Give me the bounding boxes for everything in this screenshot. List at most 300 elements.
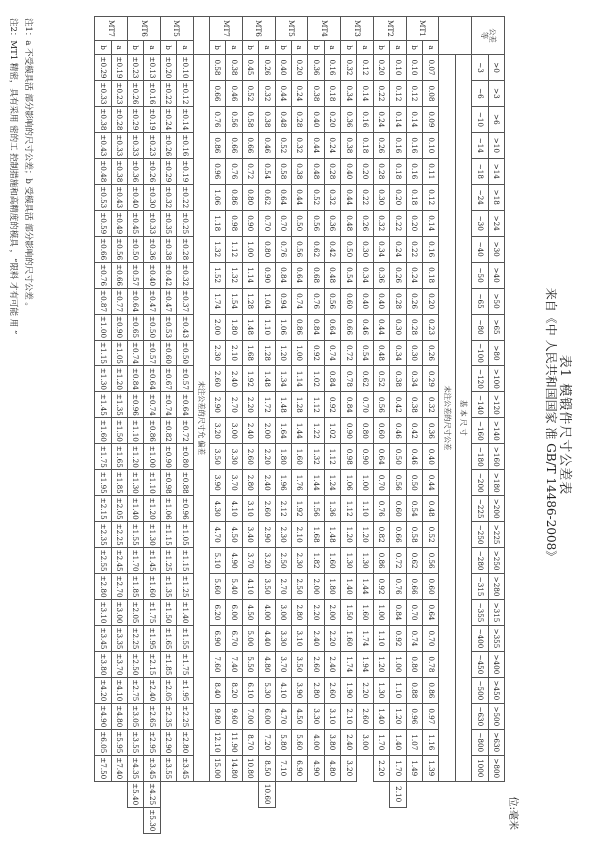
table-cell: 3.30 <box>226 444 242 470</box>
table-cell: 2.20 <box>357 677 373 703</box>
table-cell: ±4.10 <box>111 677 127 703</box>
table-cell: ±0.33 <box>128 132 144 158</box>
table-cell: 0.10 <box>423 132 439 158</box>
table-cell: 7.40 <box>226 651 242 677</box>
table-cell: 0.80 <box>242 184 258 210</box>
table-cell: 3.90 <box>291 677 307 703</box>
size-range-to: 1000 <box>472 755 488 781</box>
table-cell: 1.20 <box>275 340 291 366</box>
table-cell: 1.96 <box>275 470 291 496</box>
table-cell: 0.36 <box>341 106 357 132</box>
row-type: b <box>308 41 324 55</box>
table-cell: 1.60 <box>324 548 340 574</box>
size-range-from: >30 <box>488 236 504 262</box>
size-range-to: ~250 <box>472 522 488 548</box>
table-cell: 5.30 <box>259 677 275 703</box>
table-cell: ±0.47 <box>160 288 176 314</box>
table-row <box>226 17 242 834</box>
table-cell: 2.60 <box>324 677 340 703</box>
size-range-to: ~65 <box>472 288 488 314</box>
table-cell: 0.32 <box>324 184 340 210</box>
grade-label: MT6 <box>242 17 275 41</box>
table-cell: 0.48 <box>423 496 439 522</box>
table-cell: 0.98 <box>226 210 242 236</box>
table-cell: 2.20 <box>373 755 389 781</box>
table-cell: 1.00 <box>291 340 307 366</box>
row-type: b <box>406 41 422 55</box>
table-cell: 2.40 <box>324 651 340 677</box>
table-row <box>423 17 439 834</box>
table-cell: ±0.66 <box>95 236 111 262</box>
table-cell: 0.28 <box>373 158 389 184</box>
size-range-from: >80 <box>488 340 504 366</box>
table-cell: 0.54 <box>259 158 275 184</box>
table-cell: ±0.47 <box>144 288 160 314</box>
table-cell: 8.40 <box>209 677 225 703</box>
table-cell: 0.72 <box>242 158 258 184</box>
table-cell: 0.54 <box>341 262 357 288</box>
table-cell: 1.44 <box>357 574 373 600</box>
table-cell: ±0.23 <box>111 80 127 106</box>
table-cell: ±0.23 <box>144 132 160 158</box>
table-cell: 0.48 <box>308 158 324 184</box>
table-cell: 2.10 <box>291 522 307 548</box>
table-cell: 0.84 <box>324 366 340 392</box>
table-cell: 3.40 <box>242 522 258 548</box>
table-cell: 0.56 <box>390 470 406 496</box>
table-cell: 0.64 <box>291 262 307 288</box>
table-cell: 2.10 <box>341 703 357 729</box>
table-cell: ±1.30 <box>144 522 160 548</box>
table-cell: ±1.35 <box>111 392 127 418</box>
table-cell: 1.74 <box>209 288 225 314</box>
table-cell: ±4.35 <box>128 755 144 781</box>
table-cell: 3.70 <box>226 470 242 496</box>
table-cell: ±0.43 <box>177 314 193 340</box>
table-cell: 0.52 <box>242 80 258 106</box>
table-cell: ±0.37 <box>177 288 193 314</box>
table-cell: 0.36 <box>324 210 340 236</box>
table-cell: 5.80 <box>275 729 291 755</box>
table-cell: 2.70 <box>275 574 291 600</box>
table-cell: 0.90 <box>242 210 258 236</box>
table-cell: 2.20 <box>242 392 258 418</box>
table-cell: 0.32 <box>341 55 357 81</box>
table-cell: 0.23 <box>423 314 439 340</box>
table-cell: 1.10 <box>390 677 406 703</box>
table-cell: 0.28 <box>406 314 422 340</box>
table-cell: 0.96 <box>209 158 225 184</box>
table-cell: ±7.40 <box>111 755 127 781</box>
table-cell: ±2.05 <box>111 496 127 522</box>
table-cell: 1.20 <box>357 522 373 548</box>
table-cell: 0.96 <box>406 703 422 729</box>
table-cell: 0.74 <box>324 340 340 366</box>
table-cell: 4.50 <box>242 600 258 626</box>
table-cell: 1.70 <box>373 729 389 755</box>
table-cell: 0.18 <box>406 184 422 210</box>
table-cell: 1.74 <box>341 651 357 677</box>
table-cell: ±0.74 <box>160 392 176 418</box>
table-cell: 0.40 <box>275 55 291 81</box>
grade-label: MT4 <box>308 17 341 41</box>
size-range-from: >180 <box>488 470 504 496</box>
table-cell: 1.48 <box>275 392 291 418</box>
table-cell: 1.04 <box>259 288 275 314</box>
table-cell: 0.74 <box>291 288 307 314</box>
table-cell: 2.20 <box>324 625 340 651</box>
table-cell: ±1.60 <box>144 574 160 600</box>
table-cell: 0.34 <box>357 262 373 288</box>
table-cell: 2.90 <box>209 392 225 418</box>
row-type: b <box>160 41 176 55</box>
table-cell: 1.06 <box>209 184 225 210</box>
table-cell: 1.18 <box>209 210 225 236</box>
table-cell: 0.16 <box>357 106 373 132</box>
table-cell: 5.60 <box>209 574 225 600</box>
table-cell: 1.40 <box>390 729 406 755</box>
table-cell: 0.56 <box>226 106 242 132</box>
grade-label: MT5 <box>275 17 308 41</box>
table-cell: 0.62 <box>308 236 324 262</box>
table-cell: 0.68 <box>308 262 324 288</box>
table-cell: ±0.38 <box>111 158 127 184</box>
table-cell: 0.24 <box>390 236 406 262</box>
table-cell: 0.10 <box>390 55 406 81</box>
table-cell: 5.50 <box>242 651 258 677</box>
corner-header <box>472 17 505 55</box>
table-cell: ±1.50 <box>111 418 127 444</box>
table-cell: 0.22 <box>390 210 406 236</box>
table-row <box>406 17 422 834</box>
table-cell: 1.92 <box>291 496 307 522</box>
table-cell: ±3.45 <box>177 755 193 781</box>
row-type: a <box>324 41 340 55</box>
table-cell: 3.50 <box>259 574 275 600</box>
table-cell: 0.29 <box>423 366 439 392</box>
table-cell: 3.50 <box>291 651 307 677</box>
table-cell: 0.66 <box>226 132 242 158</box>
table-cell: 5.00 <box>242 625 258 651</box>
table-cell: 2.20 <box>259 444 275 470</box>
table-cell: ±0.82 <box>160 418 176 444</box>
table-cell: 1.12 <box>308 392 324 418</box>
table-cell: 0.66 <box>242 132 258 158</box>
table-cell: 0.82 <box>373 522 389 548</box>
table-cell: 6.90 <box>291 755 307 781</box>
table-cell: ±1.30 <box>128 470 144 496</box>
table-cell: ±1.35 <box>160 574 176 600</box>
table-cell: 4.00 <box>259 600 275 626</box>
table-cell: 2.80 <box>308 677 324 703</box>
table-cell: 1.64 <box>275 418 291 444</box>
table-cell: ±0.30 <box>144 184 160 210</box>
grade-label: MT1 <box>406 17 439 41</box>
table-cell: 0.16 <box>390 132 406 158</box>
table-cell: 0.44 <box>423 470 439 496</box>
table-cell: ±0.72 <box>177 418 193 444</box>
size-range-from: >120 <box>488 392 504 418</box>
table-cell: 2.12 <box>275 496 291 522</box>
table-cell: ±0.32 <box>177 262 193 288</box>
table-cell: 0.42 <box>390 392 406 418</box>
table-cell: ±0.26 <box>128 80 144 106</box>
grade-label: MT5 <box>160 17 193 41</box>
table-cell: 0.70 <box>275 210 291 236</box>
table-cell: ±0.42 <box>160 262 176 288</box>
table-cell: ±5.30 <box>144 807 160 833</box>
table-cell: ±0.38 <box>95 106 111 132</box>
table-cell: 0.42 <box>324 236 340 262</box>
table-cell: 0.76 <box>209 106 225 132</box>
size-range-to: ~50 <box>472 262 488 288</box>
table-cell: 2.00 <box>308 574 324 600</box>
size-range-from: >200 <box>488 496 504 522</box>
size-range-from: >3 <box>488 80 504 106</box>
table-cell: 0.66 <box>390 522 406 548</box>
table-cell: 1.10 <box>259 314 275 340</box>
table-cell: 0.86 <box>226 184 242 210</box>
table-cell: ±0.29 <box>160 158 176 184</box>
row-type: b <box>209 41 225 55</box>
table-cell: 0.32 <box>423 392 439 418</box>
table-cell: 1.48 <box>324 522 340 548</box>
table-cell: 0.34 <box>406 366 422 392</box>
table-cell: 4.10 <box>226 496 242 522</box>
unit-label: 位:毫米 <box>507 796 518 830</box>
table-cell: 0.26 <box>406 288 422 314</box>
table-cell: 0.52 <box>275 132 291 158</box>
table-cell: ±3.55 <box>160 755 176 781</box>
table-cell: ±0.10 <box>177 55 193 81</box>
table-cell: 1.20 <box>341 522 357 548</box>
table-cell: ±1.00 <box>95 314 111 340</box>
table-cell: 0.34 <box>373 236 389 262</box>
table-cell: 0.38 <box>341 132 357 158</box>
table-cell: 1.28 <box>259 340 275 366</box>
table-cell: 0.26 <box>373 132 389 158</box>
size-range-to: ~14 <box>472 132 488 158</box>
table-cell: ±0.66 <box>111 262 127 288</box>
table-cell: 0.70 <box>406 600 422 626</box>
table-cell: ±1.60 <box>95 418 111 444</box>
table-cell: ±0.16 <box>144 80 160 106</box>
table-title: 表1 模锻件尺寸公差表 <box>557 354 572 496</box>
size-range-from: >630 <box>488 729 504 755</box>
size-range-to: ~450 <box>472 651 488 677</box>
row-type: a <box>111 41 127 55</box>
table-cell: ±0.57 <box>144 340 160 366</box>
size-range-from: >0 <box>488 55 504 81</box>
table-cell: 0.62 <box>406 548 422 574</box>
table-cell: 0.92 <box>324 392 340 418</box>
table-cell: 0.80 <box>406 651 422 677</box>
table-cell: ±0.14 <box>177 106 193 132</box>
table-cell: 3.00 <box>275 600 291 626</box>
table-cell: 0.44 <box>291 184 307 210</box>
table-cell: 1.28 <box>242 288 258 314</box>
table-cell: 0.28 <box>390 288 406 314</box>
table-cell: 0.62 <box>357 366 373 392</box>
table-cell: 1.50 <box>341 600 357 626</box>
table-cell: 1.00 <box>373 600 389 626</box>
table-cell: 4.50 <box>291 703 307 729</box>
table-cell: ±2.05 <box>160 677 176 703</box>
table-cell: ±0.74 <box>144 392 160 418</box>
table-cell: ±0.29 <box>128 106 144 132</box>
table-cell: 0.46 <box>357 314 373 340</box>
table-cell: ±0.36 <box>144 236 160 262</box>
size-range-to: ~180 <box>472 444 488 470</box>
table-cell: ±2.45 <box>111 548 127 574</box>
table-cell: 1.12 <box>226 236 242 262</box>
table-cell: 0.90 <box>341 418 357 444</box>
table-cell: 1.24 <box>324 470 340 496</box>
table-cell: 1.14 <box>242 262 258 288</box>
table-cell: 2.10 <box>226 340 242 366</box>
table-cell: 1.48 <box>242 314 258 340</box>
table-cell: 1.00 <box>357 470 373 496</box>
table-cell: ±1.45 <box>144 548 160 574</box>
table-cell: ±0.25 <box>177 210 193 236</box>
table-cell: 5.60 <box>291 729 307 755</box>
table-cell: ±0.56 <box>111 236 127 262</box>
table-row <box>242 17 258 834</box>
table-cell: 10.80 <box>242 755 258 781</box>
table-cell: ±0.43 <box>111 184 127 210</box>
table-cell: 0.46 <box>390 418 406 444</box>
table-cell: 0.86 <box>373 548 389 574</box>
table-cell: ±1.06 <box>160 496 176 522</box>
table-cell: 3.00 <box>357 729 373 755</box>
table-cell: 0.76 <box>373 496 389 522</box>
table-cell: 2.30 <box>275 522 291 548</box>
table-cell: 4.50 <box>226 522 242 548</box>
table-cell: 0.58 <box>242 106 258 132</box>
table-cell: ±0.90 <box>111 314 127 340</box>
size-range-to: ~355 <box>472 600 488 626</box>
table-cell: 0.98 <box>341 444 357 470</box>
table-cell: 0.10 <box>406 55 422 81</box>
table-cell: 0.86 <box>291 314 307 340</box>
table-cell: 0.46 <box>406 444 422 470</box>
size-range-to: ~400 <box>472 625 488 651</box>
table-cell: 0.97 <box>423 703 439 729</box>
table-cell: ±1.20 <box>111 366 127 392</box>
table-cell: 6.00 <box>226 600 242 626</box>
table-cell: 0.56 <box>308 210 324 236</box>
size-range-to: ~140 <box>472 392 488 418</box>
table-cell: 3.30 <box>308 703 324 729</box>
table-cell: 0.74 <box>406 625 422 651</box>
size-range-to: ~120 <box>472 366 488 392</box>
table-cell: 9.60 <box>226 703 242 729</box>
table-cell: ±0.16 <box>177 132 193 158</box>
table-cell: ±1.10 <box>144 470 160 496</box>
table-cell: 8.70 <box>242 729 258 755</box>
table-cell: 1.72 <box>259 392 275 418</box>
table-cell: 1.14 <box>291 366 307 392</box>
table-cell: ±0.28 <box>111 106 127 132</box>
table-cell: ±2.25 <box>177 703 193 729</box>
table-cell: ±1.50 <box>160 600 176 626</box>
table-cell: 3.10 <box>242 496 258 522</box>
table-cell: ±0.32 <box>160 184 176 210</box>
table-cell: 0.60 <box>341 288 357 314</box>
table-cell: 1.92 <box>242 366 258 392</box>
table-cell: ±3.00 <box>111 600 127 626</box>
table-cell: 0.70 <box>357 392 373 418</box>
table-cell: 0.54 <box>357 340 373 366</box>
table-cell: ±3.35 <box>111 625 127 651</box>
table-cell: 0.58 <box>209 55 225 81</box>
blank-cell <box>439 17 455 55</box>
table-cell: ±1.15 <box>160 522 176 548</box>
table-cell: 3.30 <box>275 625 291 651</box>
table-cell: ±1.05 <box>177 522 193 548</box>
table-cell: 1.28 <box>291 392 307 418</box>
table-cell: 0.90 <box>357 444 373 470</box>
table-cell: 0.32 <box>259 80 275 106</box>
table-cell: ±1.55 <box>128 522 144 548</box>
size-range-from: >315 <box>488 600 504 626</box>
size-range-to: ~10 <box>472 106 488 132</box>
table-cell: ±0.22 <box>160 80 176 106</box>
table-cell: 0.16 <box>423 236 439 262</box>
table-cell: 0.46 <box>226 80 242 106</box>
table-row <box>111 17 127 834</box>
table-row <box>128 17 144 834</box>
table-cell: 0.24 <box>291 80 307 106</box>
table-cell: 0.92 <box>373 574 389 600</box>
table-cell: 0.44 <box>373 314 389 340</box>
table-cell: 8.20 <box>226 677 242 703</box>
corner-label-bottom: 等 <box>480 31 490 40</box>
grade-label: MT6 <box>128 17 161 41</box>
row-type: a <box>177 41 193 55</box>
table-cell: 5.40 <box>226 574 242 600</box>
table-cell: 4.40 <box>259 625 275 651</box>
table-row <box>357 17 373 834</box>
size-range-to: ~315 <box>472 574 488 600</box>
table-cell: 1.30 <box>341 548 357 574</box>
table-cell: 1.32 <box>226 262 242 288</box>
table-cell: ±0.76 <box>95 262 111 288</box>
table-cell: ±1.70 <box>128 548 144 574</box>
table-cell: 2.00 <box>209 314 225 340</box>
table-cell: ±0.77 <box>111 288 127 314</box>
table-cell: 0.76 <box>308 288 324 314</box>
table-cell: ±0.29 <box>95 55 111 81</box>
table-cell: 0.38 <box>406 392 422 418</box>
table-cell: 2.40 <box>259 470 275 496</box>
table-cell: 1.20 <box>390 703 406 729</box>
table-cell: 2.40 <box>226 366 242 392</box>
table-cell: 1.48 <box>259 366 275 392</box>
table-cell: 0.92 <box>390 625 406 651</box>
table-cell: 3.80 <box>324 729 340 755</box>
table-cell: 0.08 <box>423 80 439 106</box>
table-cell: 3.10 <box>291 625 307 651</box>
table-cell: 1.80 <box>275 444 291 470</box>
table-cell: 0.28 <box>324 158 340 184</box>
size-range-to: ~500 <box>472 677 488 703</box>
table-cell: 1.30 <box>357 548 373 574</box>
table-cell: ±2.80 <box>95 574 111 600</box>
table-cell: ±1.20 <box>128 444 144 470</box>
table-cell: ±1.95 <box>95 470 111 496</box>
table-cell: 0.18 <box>357 132 373 158</box>
